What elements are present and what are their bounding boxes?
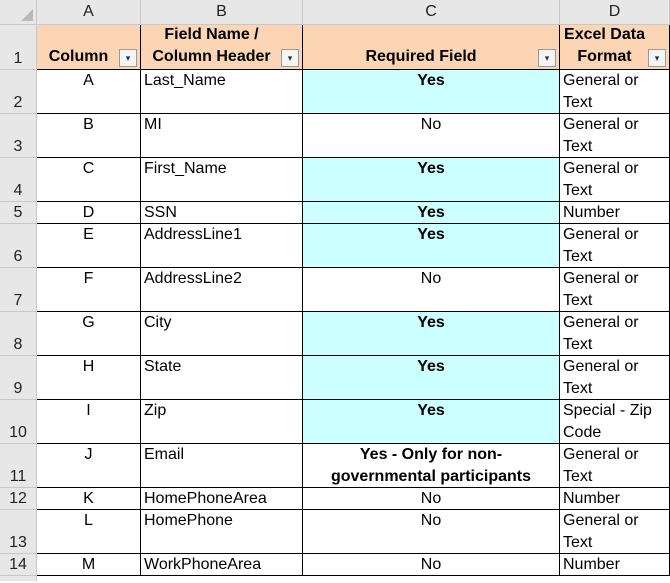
filter-dropdown-icon[interactable]: ▾ [538,49,556,67]
row-header-7[interactable]: 7 [0,268,37,312]
column-letter-text: F [83,270,94,287]
excel-format-line2: Text [563,336,593,353]
column-letter-text: I [86,402,91,419]
field-name-text: HomePhoneArea [144,490,267,507]
cell-field-name[interactable] [141,444,303,488]
cell-excel-format[interactable] [560,356,670,400]
excel-format-line1: Number [563,556,620,573]
field-name-text: City [144,314,172,331]
required-field-text: No [420,556,442,573]
required-field-text: Yes [417,314,445,331]
cell-field-name[interactable] [141,202,303,224]
row-header-15[interactable] [0,576,37,581]
cell-excel-format[interactable] [560,158,670,202]
cell-field-name[interactable] [141,268,303,312]
row-header-13[interactable]: 13 [0,510,37,554]
cell-required-field[interactable] [303,444,560,488]
cell-field-name[interactable] [141,488,303,510]
row-header-11[interactable]: 11 [0,444,37,488]
column-header-b[interactable]: B [141,0,303,25]
field-name-text: First_Name [144,160,227,177]
cell-excel-format[interactable] [560,268,670,312]
column-header-a[interactable]: A [37,0,141,25]
filter-dropdown-icon[interactable]: ▾ [648,49,666,67]
excel-format-line1: General or [563,160,639,177]
cell-column-letter[interactable] [37,444,141,488]
cell-column-letter[interactable] [37,202,141,224]
cell-column-letter[interactable] [37,70,141,114]
cell-field-name[interactable] [141,114,303,158]
required-field-text: No [420,512,442,529]
row-header-6[interactable]: 6 [0,224,37,268]
excel-format-line1: General or [563,314,639,331]
cell-field-name[interactable] [141,554,303,576]
cell-field-name[interactable] [141,356,303,400]
header-field-name-line1: Field Name / [164,26,259,43]
cell-column-letter[interactable] [37,158,141,202]
excel-format-line2: Code [563,424,602,441]
required-field-text: No [420,490,442,507]
cell-required-field[interactable] [303,312,560,356]
cell-column-letter[interactable] [37,400,141,444]
row-header-3[interactable]: 3 [0,114,37,158]
field-name-text: Zip [144,402,167,419]
cell-required-field[interactable] [303,202,560,224]
filter-dropdown-icon[interactable]: ▾ [281,49,299,67]
required-field-text: No [420,270,442,287]
required-field-text: Yes [417,160,445,177]
cell-excel-format[interactable] [560,70,670,114]
excel-format-line1: General or [563,446,639,463]
excel-format-line2: Text [563,292,593,309]
column-header-c[interactable]: C [303,0,560,25]
excel-format-line2: Text [563,248,593,265]
excel-format-line1: General or [563,358,639,375]
required-field-text: Yes [417,72,445,89]
column-letter-text: E [83,226,94,243]
field-name-text: State [144,358,182,375]
row-header-12[interactable]: 12 [0,488,37,510]
cell-field-name[interactable] [141,400,303,444]
required-field-text: Yes [417,402,445,419]
cell-excel-format[interactable] [560,224,670,268]
empty-cell[interactable] [560,576,670,581]
column-letter-text: C [82,160,95,177]
column-letter-text: J [84,446,93,463]
cell-field-name[interactable] [141,224,303,268]
row-header-1[interactable]: 1 [0,25,37,70]
excel-format-line1: General or [563,512,639,529]
header-required-field-label: Required Field [365,48,477,65]
cell-column-letter[interactable] [37,488,141,510]
cell-column-letter[interactable] [37,510,141,554]
field-name-text: HomePhone [144,512,233,529]
cell-excel-format[interactable] [560,554,670,576]
cell-required-field[interactable] [303,70,560,114]
row-header-4[interactable]: 4 [0,158,37,202]
row-header-2[interactable]: 2 [0,70,37,114]
header-cell-required-field[interactable] [303,25,560,70]
excel-format-line1: General or [563,270,639,287]
excel-format-line2: Text [563,182,593,199]
cell-excel-format[interactable] [560,444,670,488]
header-excel-format-label [564,25,645,68]
cell-excel-format[interactable] [560,400,670,444]
row-header-9[interactable]: 9 [0,356,37,400]
cell-column-letter[interactable] [37,114,141,158]
column-header-d[interactable]: D [560,0,670,25]
row-header-8[interactable]: 8 [0,312,37,356]
cell-field-name[interactable] [141,70,303,114]
excel-format-line1: Special - Zip [563,402,652,419]
field-name-text: SSN [144,204,177,221]
required-field-text: No [420,116,442,133]
field-name-text: WorkPhoneArea [144,556,262,573]
column-letter-text: G [82,314,95,331]
column-letter-text: L [84,512,93,529]
column-letter-text: D [82,204,95,221]
excel-format-line1: Number [563,204,620,221]
select-all-corner[interactable] [0,0,37,25]
cell-required-field[interactable] [303,114,560,158]
cell-field-name[interactable] [141,510,303,554]
column-letter-text: H [82,358,95,375]
column-letter-text: A [83,72,94,89]
excel-format-line2: Text [563,534,593,551]
cell-required-field[interactable] [303,400,560,444]
column-letter-text: K [83,490,94,507]
empty-cell[interactable] [141,576,303,581]
cell-required-field[interactable] [303,554,560,576]
empty-cell[interactable] [37,576,141,581]
header-excel-format-line2: Format [577,48,632,65]
excel-format-line2: Text [563,138,593,155]
row-header-5[interactable]: 5 [0,202,37,224]
excel-format-line2: Text [563,94,593,111]
excel-format-line1: General or [563,116,639,133]
excel-format-line2: Text [563,380,593,397]
header-column-label: Column [48,48,109,65]
cell-column-letter[interactable] [37,312,141,356]
cell-field-name[interactable] [141,158,303,202]
field-name-text: AddressLine1 [144,226,242,243]
header-cell-excel-format[interactable] [560,25,670,70]
cell-required-field[interactable] [303,510,560,554]
cell-column-letter[interactable] [37,356,141,400]
column-letter-text: B [83,116,94,133]
field-name-text: Email [144,446,185,463]
header-excel-format-line1: Excel Data [564,26,645,43]
header-cell-field-name[interactable] [141,25,303,70]
row-header-10[interactable]: 10 [0,400,37,444]
header-cell-column[interactable] [37,25,141,70]
excel-format-line1: General or [563,72,639,89]
cell-required-field[interactable] [303,356,560,400]
cell-excel-format[interactable] [560,488,670,510]
field-name-text: Last_Name [144,72,226,89]
cell-required-field[interactable] [303,268,560,312]
cell-excel-format[interactable] [560,312,670,356]
filter-dropdown-icon[interactable]: ▾ [119,49,137,67]
cell-excel-format[interactable] [560,510,670,554]
cell-column-letter[interactable] [37,554,141,576]
field-name-text: MI [144,116,162,133]
excel-format-line1: Number [563,490,620,507]
cell-required-field[interactable] [303,158,560,202]
field-name-text: AddressLine2 [144,270,242,287]
row-header-14[interactable]: 14 [0,554,37,576]
required-field-text: Yes [417,358,445,375]
required-field-text: Yes [417,204,445,221]
cell-column-letter[interactable] [37,268,141,312]
column-letter-text: M [81,556,96,573]
required-field-text-line2: governmental participants [330,468,532,485]
cell-field-name[interactable] [141,312,303,356]
header-field-name-line2: Column Header [152,48,271,65]
cell-required-field[interactable] [303,224,560,268]
required-field-text: Yes [417,226,445,243]
cell-excel-format[interactable] [560,202,670,224]
excel-format-line2: Text [563,468,593,485]
required-field-text: Yes - Only for non- [359,446,503,463]
cell-column-letter[interactable] [37,224,141,268]
excel-format-line1: General or [563,226,639,243]
empty-cell[interactable] [303,576,560,581]
header-field-name-label [152,25,270,68]
cell-required-field[interactable] [303,488,560,510]
cell-excel-format[interactable] [560,114,670,158]
